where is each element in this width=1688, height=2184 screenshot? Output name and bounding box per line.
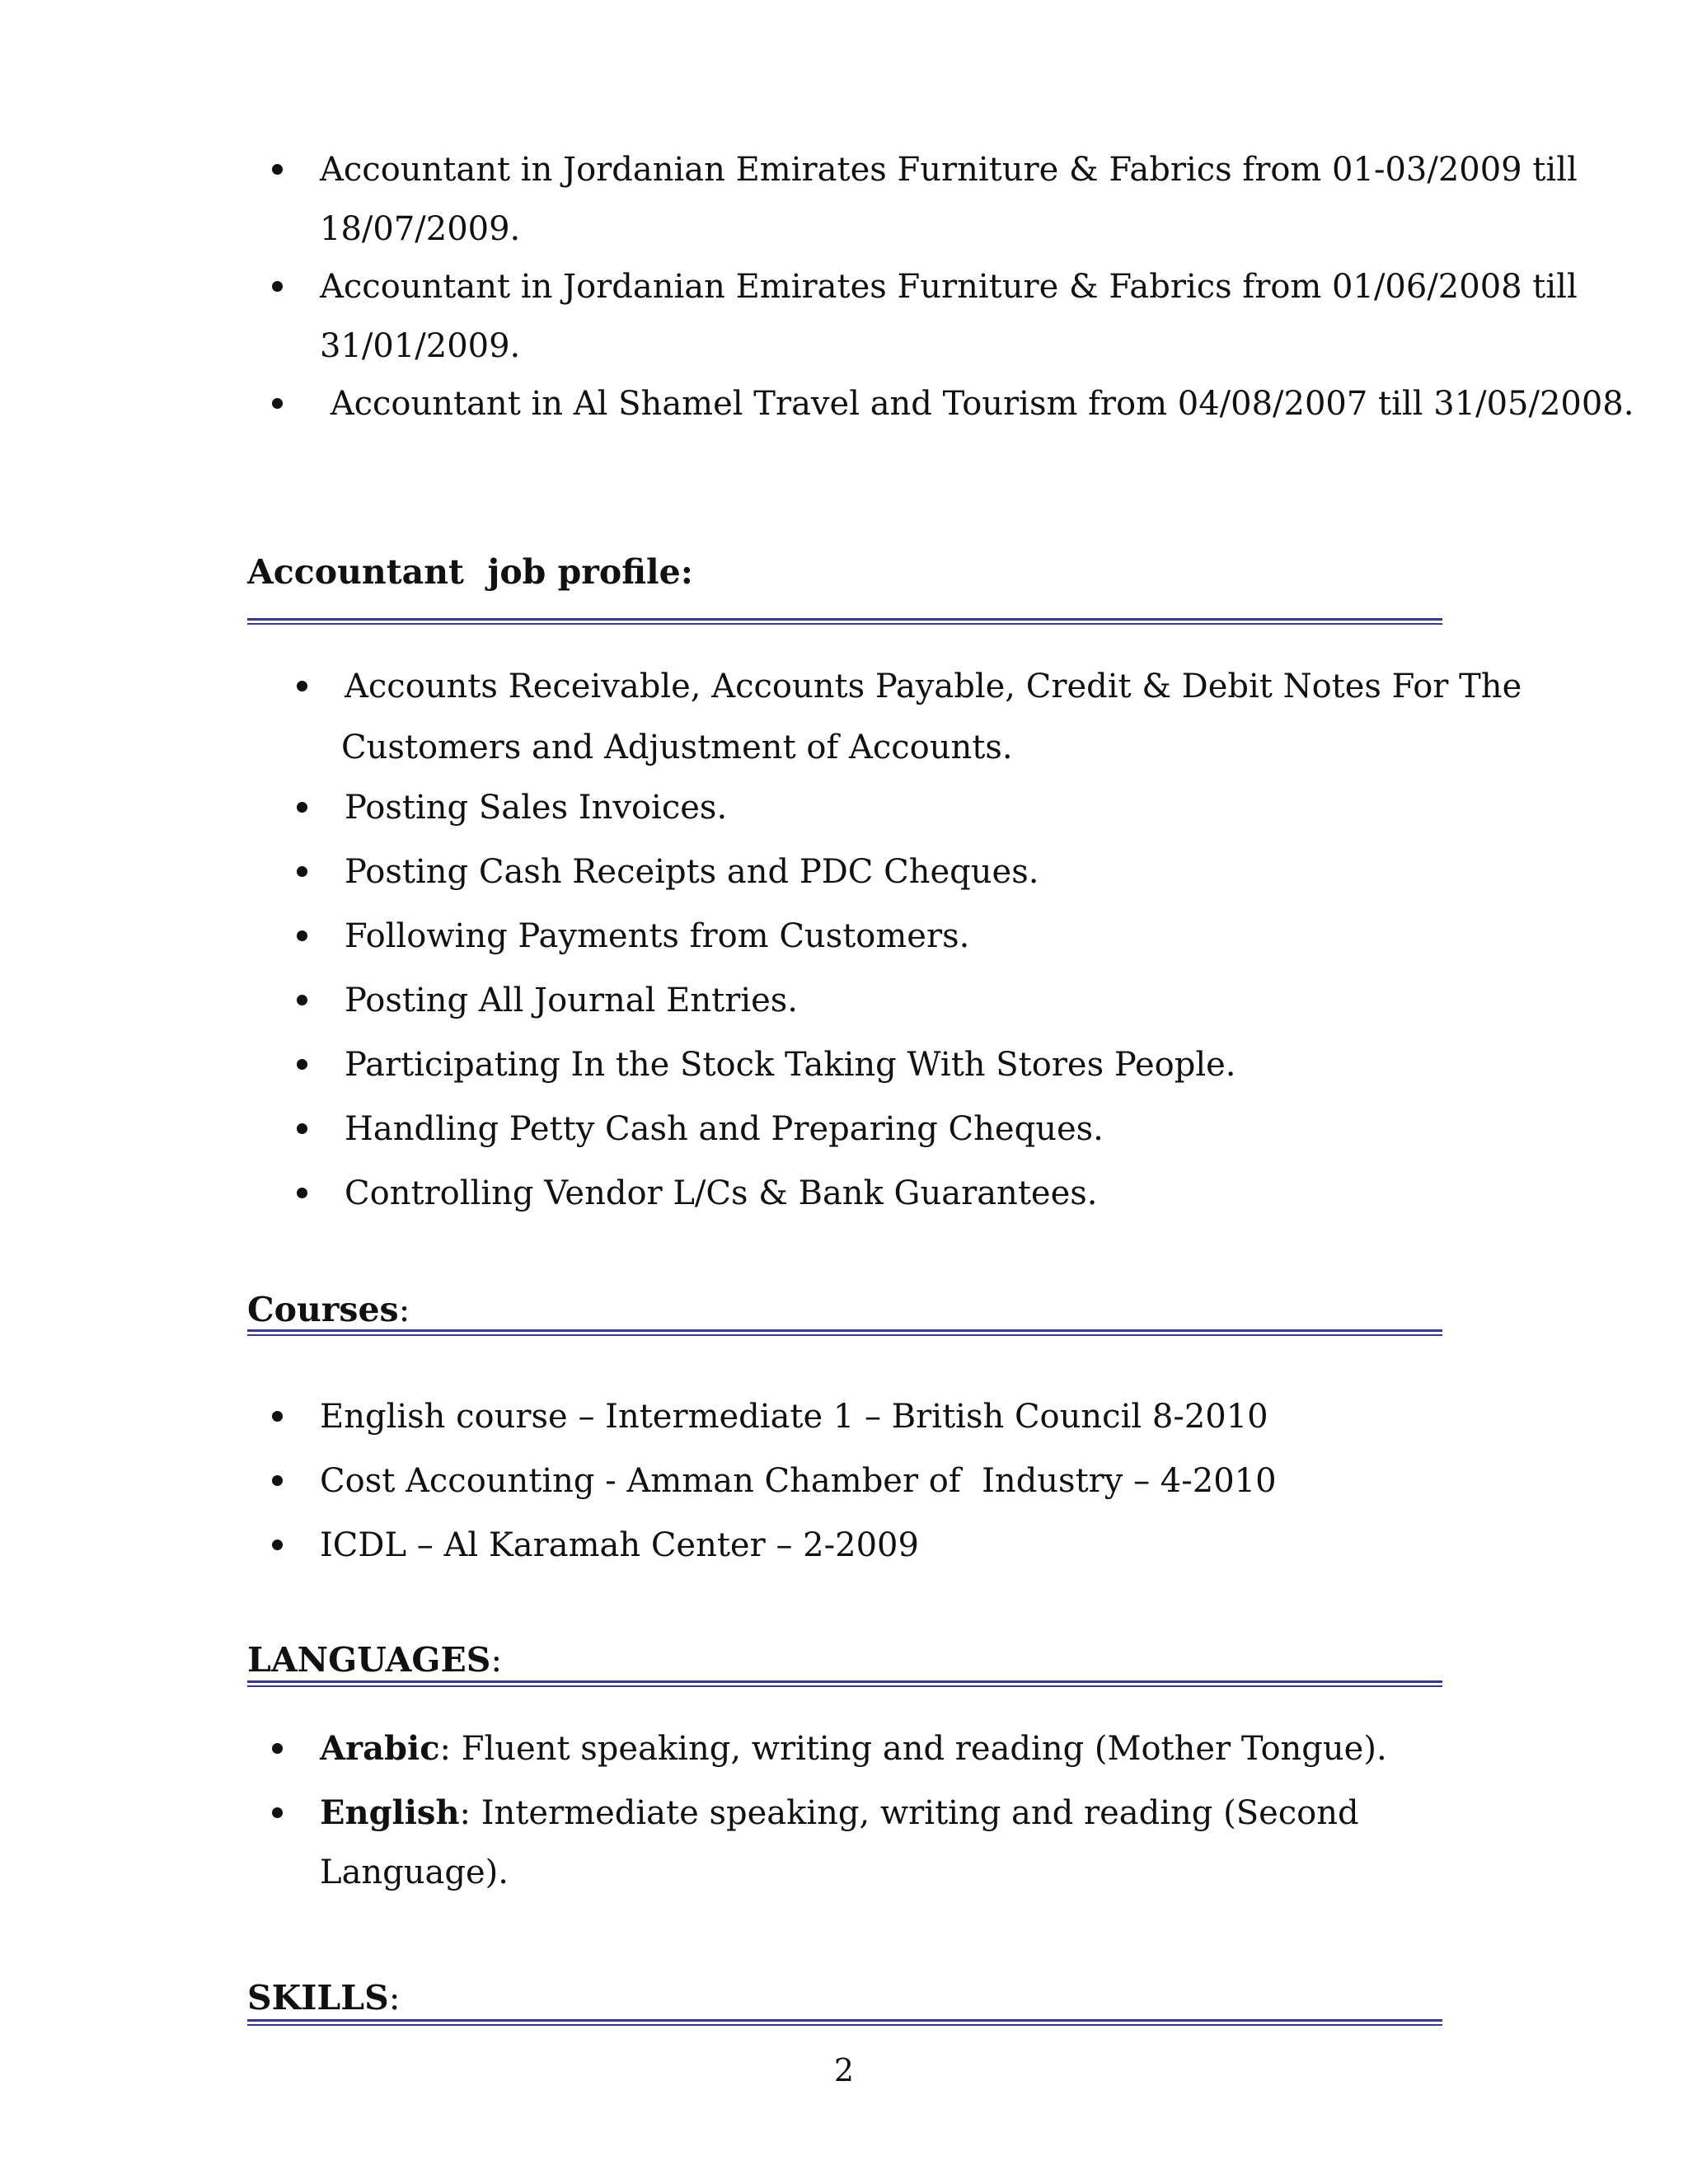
bullet-icon: [297, 995, 307, 1005]
job-profile-item-1-line1: Accounts Receivable, Accounts Payable, Credit & Debit Notes For The: [345, 668, 1522, 705]
bullet-icon: [272, 1540, 283, 1550]
bullet-icon: [272, 1743, 283, 1754]
experience-item-1-line1: Accountant in Jordanian Emirates Furniture & Fabrics from 01-03/2009 till: [320, 151, 1578, 189]
language-item-arabic: [320, 1719, 1387, 1779]
languages-heading-text: LANGUAGES: [247, 1640, 491, 1680]
bullet-icon: [297, 1059, 307, 1070]
skills-heading-colon: :: [388, 1978, 401, 2018]
bullet-icon: [297, 802, 307, 813]
experience-item-3-line1: Accountant in Al Shamel Travel and Tourism from 04/08/2007 till 31/05/2008.: [320, 385, 1634, 423]
languages-heading-colon: :: [490, 1640, 503, 1680]
bullet-icon: [272, 1411, 283, 1422]
section-divider: [247, 618, 1442, 625]
bullet-icon: [272, 281, 283, 292]
skills-heading-text: SKILLS: [247, 1978, 389, 2018]
courses-heading-colon: :: [398, 1290, 410, 1329]
language-desc: : Fluent speaking, writing and reading (Mother Tongue).: [439, 1730, 1387, 1768]
experience-item-2-line1: Accountant in Jordanian Emirates Furniture & Fabrics from 01/06/2008 till: [320, 268, 1578, 306]
job-profile-heading-text: Accountant job profile:: [247, 552, 693, 592]
skills-heading: [247, 1978, 401, 2018]
job-profile-item-7: Handling Petty Cash and Preparing Cheques.: [345, 1110, 1104, 1148]
experience-item-2-line2: 31/01/2009.: [320, 327, 521, 365]
language-name: Arabic: [320, 1729, 440, 1768]
job-profile-item-8: Controlling Vendor L/Cs & Bank Guarantees.: [345, 1174, 1098, 1212]
job-profile-item-4: Following Payments from Customers.: [345, 917, 970, 955]
language-name: English: [320, 1793, 460, 1832]
bullet-icon: [297, 1123, 307, 1134]
languages-heading: [247, 1640, 502, 1680]
bullet-icon: [297, 930, 307, 941]
job-profile-heading: [247, 552, 693, 592]
job-profile-item-6: Participating In the Stock Taking With Stores People.: [345, 1046, 1236, 1084]
bullet-icon: [297, 866, 307, 877]
bullet-icon: [272, 164, 283, 175]
section-divider: [247, 1680, 1442, 1687]
language-item-english: [320, 1783, 1359, 1843]
bullet-icon: [272, 1807, 283, 1818]
job-profile-item-5: Posting All Journal Entries.: [345, 982, 799, 1019]
bullet-icon: [297, 681, 307, 691]
job-profile-item-2: Posting Sales Invoices.: [345, 789, 728, 827]
job-profile-item-3: Posting Cash Receipts and PDC Cheques.: [345, 853, 1039, 891]
language-item-english-line2: Language).: [320, 1854, 509, 1891]
bullet-icon: [272, 398, 283, 409]
courses-heading-text: Courses: [247, 1290, 399, 1329]
courses-heading: [247, 1290, 410, 1329]
course-item-2: Cost Accounting - Amman Chamber of Industry – 4-2010: [320, 1462, 1277, 1500]
course-item-1: English course – Intermediate 1 – British Council 8-2010: [320, 1398, 1268, 1436]
section-divider: [247, 2019, 1442, 2026]
course-item-3: ICDL – Al Karamah Center – 2-2009: [320, 1526, 919, 1564]
section-divider: [247, 1329, 1442, 1336]
bullet-icon: [297, 1188, 307, 1198]
language-desc: : Intermediate speaking, writing and reading (Second: [459, 1794, 1359, 1832]
job-profile-item-1-line2: Customers and Adjustment of Accounts.: [341, 729, 1013, 766]
experience-item-1-line2: 18/07/2009.: [320, 210, 521, 248]
page-number: 2: [833, 2052, 855, 2088]
bullet-icon: [272, 1475, 283, 1486]
